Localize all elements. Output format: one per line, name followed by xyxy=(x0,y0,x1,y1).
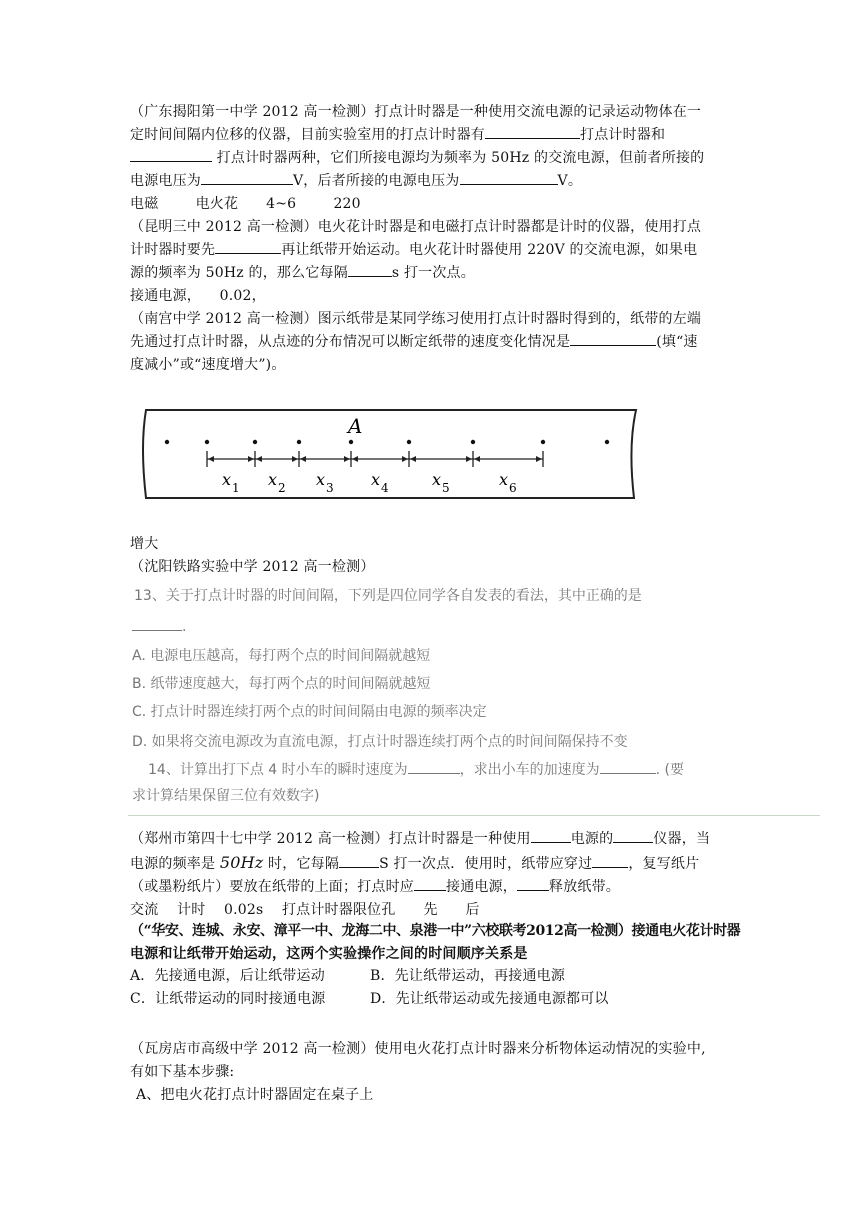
q6-line-1: （“华安、连城、永安、漳平一中、龙海二中、泉港一中”六校联考2012高一检测）接通电火花计时器 xyxy=(130,923,741,939)
arrow-head xyxy=(248,456,254,462)
blank xyxy=(485,124,580,139)
q5-line-2: 电源的频率是 50Hz 时，它每隔 S 打一次点．使用时，纸带应穿过 ，复写纸片 xyxy=(130,853,700,872)
paper-tape-figure xyxy=(140,406,660,502)
q13-stem: 13、关于打点计时器的时间间隔，下列是四位同学各自发表的看法，其中正确的是 xyxy=(134,588,642,604)
q13-option-c: C. 打点计时器连续打两个点的时间间隔由电源的频率决定 xyxy=(132,704,487,720)
segment-label-x4: x xyxy=(371,470,381,489)
arrow-head xyxy=(292,456,298,462)
q13-option-b: B. 纸带速度越大，每打两个点的时间间隔就越短 xyxy=(132,676,431,692)
q6-option-c: C．让纸带运动的同时接通电源 xyxy=(130,991,326,1007)
divider xyxy=(128,815,820,816)
segment-label-x3: x xyxy=(316,470,326,489)
q7-line-1: （瓦房店市高级中学 2012 高一检测）使用电火花打点计时器来分析物体运动情况的实验中, xyxy=(130,1041,706,1057)
arrow-head xyxy=(208,456,214,462)
arrow-head xyxy=(410,456,416,462)
tape-dot xyxy=(407,440,411,444)
blank xyxy=(132,617,182,631)
q2-answer: 接通电源， 0.02， xyxy=(130,288,266,304)
tape-dot xyxy=(471,440,475,444)
segment-label-x1: x xyxy=(222,470,232,489)
blank xyxy=(339,853,379,868)
q6-option-a: A．先接通电源，后让纸带运动 xyxy=(130,968,325,984)
tape-dot xyxy=(253,440,257,444)
blank xyxy=(531,828,571,843)
tape-dot xyxy=(205,440,209,444)
q14-stem-cont: 求计算结果保留三位有效数字) xyxy=(132,788,320,804)
question-7 xyxy=(130,1038,735,1107)
q5-line-1: （郑州市第四十七中学 2012 高一检测）打点计时器是一种使用 电源的 仪器，当 xyxy=(130,828,735,851)
q4-source: （沈阳铁路实验中学 2012 高一检测） xyxy=(130,559,375,575)
blank xyxy=(570,331,656,346)
q13-option-d: D. 如果将交流电源改为直流电源，打点计时器连续打两个点的时间间隔保持不变 xyxy=(132,734,628,750)
arrow-head xyxy=(402,456,408,462)
q7-step-a: A、把电火花打点计时器固定在桌子上 xyxy=(136,1087,374,1103)
blank xyxy=(348,262,392,277)
segment-subscript: 4 xyxy=(381,481,389,495)
segment-subscript: 2 xyxy=(278,481,286,495)
segment-subscript: 6 xyxy=(509,481,517,495)
arrow-head xyxy=(300,456,306,462)
q2-line-1: （昆明三中 2012 高一检测）电火花计时器是和电磁打点计时器都是计时的仪器，使用打点 xyxy=(130,219,702,235)
q3-line-3: 度减小”或“速度增大”)。 xyxy=(130,357,286,373)
question-6 xyxy=(130,920,750,966)
tape-dot xyxy=(541,440,545,444)
blank xyxy=(460,170,558,185)
segment-label-x6: x xyxy=(499,470,509,489)
q6-line-2: 电源和让纸带开始运动，这两个实验操作之间的时间顺序关系是 xyxy=(130,946,528,962)
tape-dot xyxy=(349,440,353,444)
q7-line-2: 有如下基本步骤: xyxy=(130,1064,235,1080)
q1-line-3: 打点计时器两种，它们所接电源均为频率为 50Hz 的交流电源，但前者所接的 xyxy=(130,147,735,170)
segment-subscript: 1 xyxy=(232,481,240,495)
q1-answer: 电磁 电火花 4~6 220 xyxy=(130,196,361,212)
blank xyxy=(215,239,281,254)
point-label-A: A xyxy=(348,414,363,438)
q3-line-1: （南宫中学 2012 高一检测）图示纸带是某同学练习使用打点计时器时得到的，纸带的左端 xyxy=(130,311,702,327)
paper-tape-outline xyxy=(143,410,636,498)
blank xyxy=(408,760,460,774)
q5-answer: 交流 计时 0.02s 打点计时器限位孔 先 后 xyxy=(130,902,480,918)
blank xyxy=(517,876,549,891)
q6-option-b: B．先让纸带运动，再接通电源 xyxy=(370,968,566,984)
q1-line-4: 电源电压为 V，后者所接的电源电压为 V。 xyxy=(130,170,735,193)
question-5 xyxy=(130,828,735,922)
arrow-head xyxy=(466,456,472,462)
blank xyxy=(592,853,628,868)
question-1 xyxy=(130,101,735,216)
tape-dot xyxy=(165,440,169,444)
blank xyxy=(130,147,212,162)
segment-label-x5: x xyxy=(432,470,442,489)
tape-dot xyxy=(605,440,609,444)
question-2 xyxy=(130,216,735,308)
q1-line-2: 定时间间隔内位移的仪器，目前实验室用的打点计时器有 打点计时器和 xyxy=(130,124,735,147)
embedded-question-image xyxy=(128,579,818,805)
arrow-head xyxy=(344,456,350,462)
q6-options-row-2 xyxy=(130,988,735,1011)
blank xyxy=(201,170,293,185)
segment-label-x2: x xyxy=(268,470,278,489)
q5-line-3: （或墨粉纸片）要放在纸带的上面；打点时应 接通电源， 释放纸带。 xyxy=(130,876,735,899)
q6-options-row-1 xyxy=(130,965,735,988)
q1-line-1: （广东揭阳第一中学 2012 高一检测）打点计时器是一种使用交流电源的记录运动物体在一 xyxy=(130,104,702,120)
segment-subscript: 3 xyxy=(326,481,334,495)
arrow-head xyxy=(256,456,262,462)
q13-option-a: A. 电源电压越高，每打两个点的时间间隔就越短 xyxy=(132,648,431,664)
arrow-head xyxy=(352,456,358,462)
tape-dot xyxy=(297,440,301,444)
q6-option-d: D．先让纸带运动或先接通电源都可以 xyxy=(370,991,609,1007)
segment-subscript: 5 xyxy=(442,481,450,495)
q13-blank-line: . xyxy=(132,617,186,635)
q6-options xyxy=(130,965,735,1011)
q3-answer-block xyxy=(130,533,735,579)
arrow-head xyxy=(474,456,480,462)
blank xyxy=(414,876,446,891)
q14-stem: 14、计算出打下点 4 时小车的瞬时速度为 ，求出小车的加速度为 . (要 xyxy=(148,762,684,778)
q2-line-3: 源的频率为 50Hz 的，那么它每隔 s 打一次点。 xyxy=(130,262,735,285)
blank xyxy=(600,760,656,774)
q3-answer: 增大 xyxy=(130,536,159,552)
question-3 xyxy=(130,308,735,377)
blank xyxy=(613,828,653,843)
q3-line-2: 先通过打点计时器，从点迹的分布情况可以断定纸带的速度变化情况是 (填“速 xyxy=(130,331,735,354)
arrow-head xyxy=(536,456,542,462)
q2-line-2: 计时器时要先 再让纸带开始运动。电火花计时器使用 220V 的交流电源，如果电 xyxy=(130,239,735,262)
